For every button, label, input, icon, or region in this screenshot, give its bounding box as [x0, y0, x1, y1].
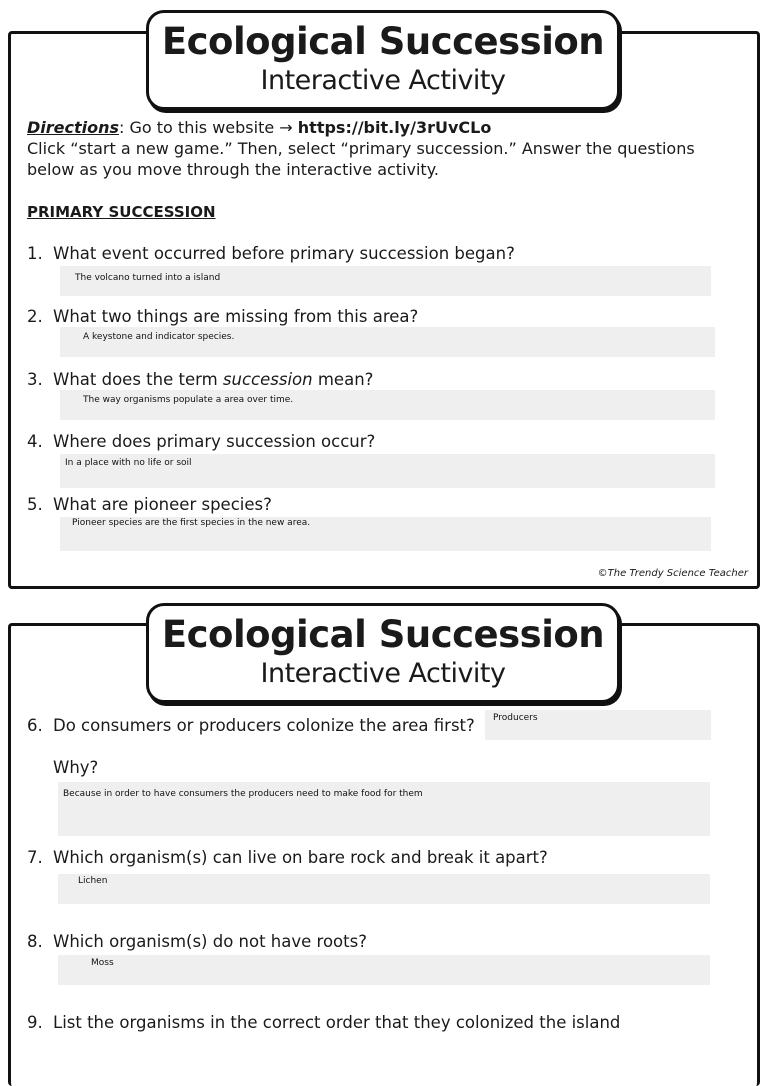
- question-8: 8. Which organism(s) do not have roots?: [27, 932, 367, 951]
- credit-line: ©The Trendy Science Teacher: [597, 568, 748, 579]
- directions: [27, 117, 747, 180]
- answer-field-5[interactable]: Pioneer species are the first species in the new area.: [60, 517, 711, 551]
- question-3: 3. What does the term succession mean?: [27, 370, 374, 389]
- directions-label: Directions: [27, 118, 120, 137]
- title-banner: [146, 10, 620, 110]
- title-main-2: Ecological Succession: [161, 613, 605, 656]
- section-heading: PRIMARY SUCCESSION: [27, 203, 216, 221]
- answer-field-4[interactable]: In a place with no life or soil: [60, 454, 715, 488]
- directions-text: Click “start a new game.” Then, select “primary succession.” Answer the questions below as you move through the interactive activity.: [27, 139, 695, 179]
- website-link[interactable]: https://bit.ly/3rUvCLo: [297, 118, 492, 137]
- title-main: Ecological Succession: [161, 20, 605, 63]
- why-answer-field[interactable]: Because in order to have consumers the producers need to make food for them: [58, 782, 710, 836]
- title-sub: Interactive Activity: [260, 65, 506, 96]
- answer-field-8[interactable]: Moss: [58, 955, 710, 985]
- answer-field-6[interactable]: Producers: [485, 710, 711, 740]
- why-label: Why?: [53, 758, 99, 777]
- answer-field-1[interactable]: The volcano turned into a island: [60, 266, 711, 296]
- question-1: 1. What event occurred before primary succession began?: [27, 244, 515, 263]
- title-banner-2: [146, 603, 620, 703]
- question-7: 7. Which organism(s) can live on bare rock and break it apart?: [27, 848, 548, 867]
- question-9: 9. List the organisms in the correct order that they colonized the island: [27, 1013, 621, 1032]
- answer-field-7[interactable]: Lichen: [58, 874, 710, 904]
- question-5: 5. What are pioneer species?: [27, 495, 272, 514]
- directions-lead: : Go to this website →: [119, 118, 298, 137]
- question-4: 4. Where does primary succession occur?: [27, 432, 376, 451]
- title-sub-2: Interactive Activity: [260, 658, 506, 689]
- answer-field-2[interactable]: A keystone and indicator species.: [60, 327, 715, 357]
- question-6: 6. Do consumers or producers colonize the area first?: [27, 716, 475, 735]
- answer-field-3[interactable]: The way organisms populate a area over time.: [60, 390, 715, 420]
- question-2: 2. What two things are missing from this area?: [27, 307, 419, 326]
